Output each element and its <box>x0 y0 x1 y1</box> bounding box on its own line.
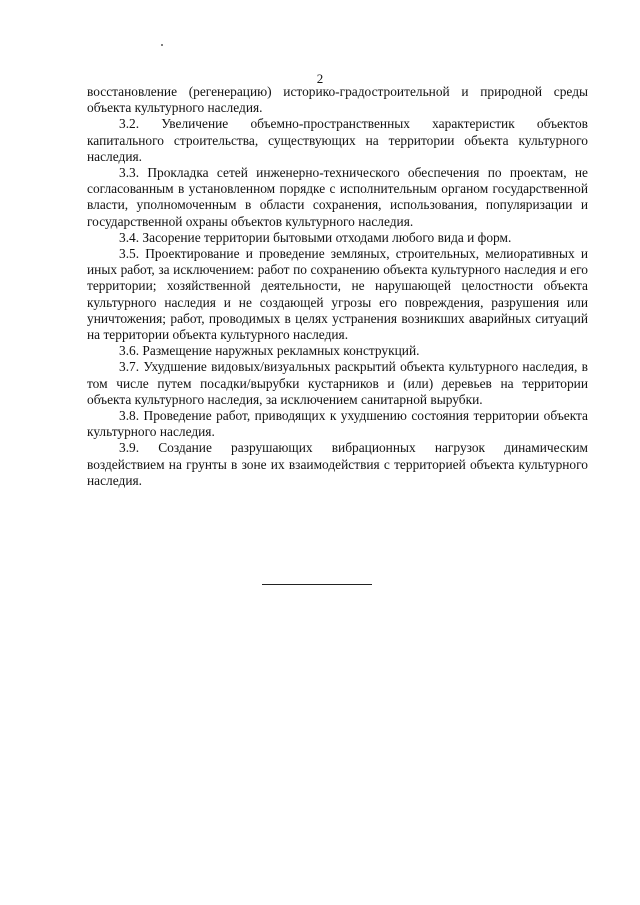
paragraph-3-3: 3.3. Прокладка сетей инженерно-технического обеспечения по проектам, не согласованным в установленном порядке с исполнительным органом государственной власти, уполномоченным в области сохранения, использования, популяризации и государственной охраны объектов культурного наследия. <box>87 165 588 229</box>
paragraph-3-8: 3.8. Проведение работ, приводящих к ухудшению состояния территории объекта культурного наследия. <box>87 408 588 440</box>
paragraph-3-9: 3.9. Создание разрушающих вибрационных нагрузок динамическим воздействием на грунты в зоне их взаимодействия с территорией объекта культурного наследия. <box>87 440 588 488</box>
page-number: 2 <box>316 71 324 86</box>
paragraph-3-2: 3.2. Увеличение объемно-пространственных характеристик объектов капитального строительства, существующих на территории объекта культурного наследия. <box>87 116 588 164</box>
paragraph-3-5: 3.5. Проектирование и проведение земляных, строительных, мелиоративных и иных работ, за исключением: работ по сохранению объекта культурного наследия и его территории; хозяйственной деятельности, не нарушающей целостности объекта культурного наследия и не создающей угрозы его повреждения, разрушения или уничтожения; работ, проводимых в целях устранения возникших аварийных ситуаций на территории объекта культурного наследия. <box>87 246 588 343</box>
paragraph-3-6: 3.6. Размещение наружных рекламных конструкций. <box>119 343 420 359</box>
paragraph-3-4: 3.4. Засорение территории бытовыми отходами любого вида и форм. <box>119 229 512 245</box>
end-of-document-rule <box>262 584 372 585</box>
scan-speck <box>161 44 163 46</box>
paragraph-3-7: 3.7. Ухудшение видовых/визуальных раскрытий объекта культурного наследия, в том числе путем посадки/вырубки кустарников и (или) деревьев на территории объекта культурного наследия, за исключением санитарной вырубки. <box>87 359 588 407</box>
document-body <box>87 84 588 489</box>
paragraph-continuation: восстановление (регенерацию) историко-градостроительной и природной среды объекта культурного наследия. <box>87 84 588 116</box>
